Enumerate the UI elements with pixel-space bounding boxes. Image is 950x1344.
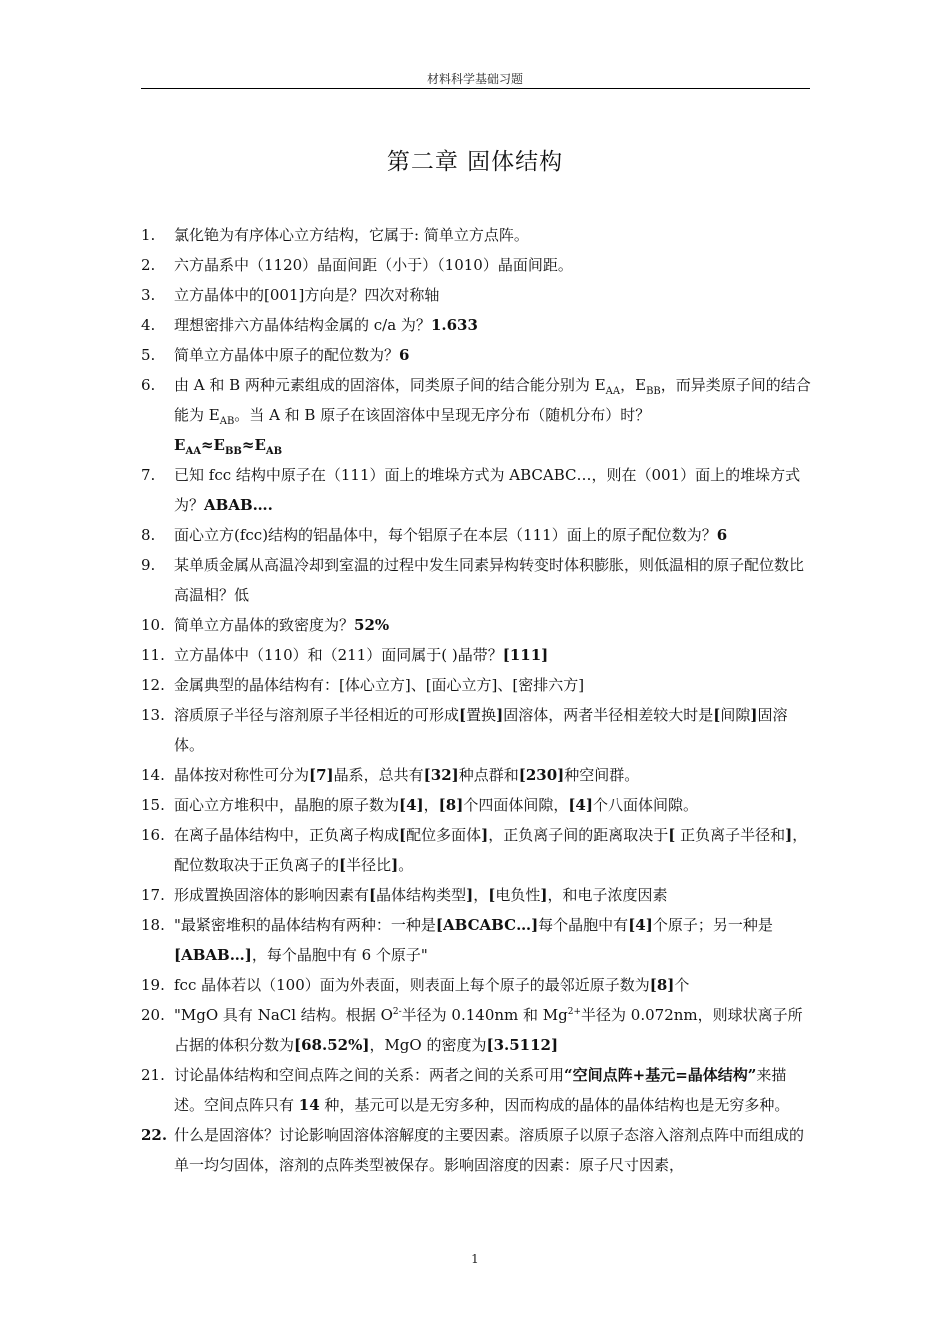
- question-number: 4.: [141, 316, 156, 334]
- question-text: 个原子；另一种是: [652, 916, 773, 934]
- question-item-1: [141, 220, 813, 250]
- question-text: 六方晶系中（1120）晶面间距（小于）（1010）晶面间距。: [174, 256, 573, 274]
- question-text: 某单质金属从高温冷却到室温的过程中发生同素异构转变时体积膨胀，则低温相的原子配位数比高温相？低: [174, 556, 805, 604]
- question-item-5: [141, 340, 813, 370]
- bracket: ]: [785, 826, 793, 844]
- question-text: "MgO 具有 NaCl 结构。根据 O: [174, 1006, 393, 1024]
- question-item-7: [141, 460, 813, 520]
- question-item-17: [141, 880, 813, 910]
- answer-text: [7]: [309, 766, 334, 784]
- question-text: 种空间群。: [564, 766, 640, 784]
- question-text: 金属典型的晶体结构有：[体心立方]、[面心立方]、[密排六方]: [174, 676, 585, 694]
- bracket: [: [668, 826, 676, 844]
- question-item-8: [141, 520, 813, 550]
- question-number: 18.: [141, 916, 165, 934]
- answer-text: [4]: [628, 916, 653, 934]
- question-text: "最紧密堆积的晶体结构有两种：一种是: [174, 916, 436, 934]
- question-item-15: [141, 790, 813, 820]
- bracket: [: [399, 826, 407, 844]
- answer-text: 正负离子半径和: [675, 826, 786, 844]
- answer-text: 52%: [354, 616, 390, 634]
- question-text: 固溶体。: [174, 706, 788, 754]
- question-item-3: [141, 280, 813, 310]
- question-item-14: [141, 760, 813, 790]
- question-text: ，: [423, 796, 439, 814]
- subscript: AB: [219, 416, 235, 427]
- question-text: 个四面体间隙，: [463, 796, 569, 814]
- question-item-11: [141, 640, 813, 670]
- question-text: 溶质原子半径与溶剂原子半径相近的可形成: [174, 706, 460, 724]
- question-text: 。当 A 和 B 原子在该固溶体中呈现无序分布（随机分布）时？: [234, 406, 651, 424]
- question-text: 面心立方(fcc)结构的铝晶体中，每个铝原子在本层（111）面上的原子配位数为？: [174, 526, 717, 544]
- question-text: 。: [398, 856, 414, 874]
- question-item-19: [141, 970, 813, 1000]
- chapter-title: 第二章 固体结构: [386, 149, 564, 175]
- question-text: 立方晶体中的[001]方向是？四次对称轴: [174, 286, 440, 304]
- question-item-16: [141, 820, 813, 880]
- bracket: ]: [750, 706, 758, 724]
- answer-text: [68.52%]: [294, 1036, 370, 1054]
- question-text: 讨论晶体结构和空间点阵之间的关系：两者之间的关系可用: [174, 1066, 565, 1084]
- question-text: 固溶体，两者半径相差较大时是: [503, 706, 714, 724]
- answer-text: [174, 436, 283, 457]
- question-text: ，E: [620, 376, 647, 394]
- answer-part: ≈E: [200, 436, 225, 454]
- answer-text: [4]: [399, 796, 424, 814]
- question-text: 晶系，总共有: [333, 766, 424, 784]
- question-number: 2.: [141, 256, 156, 274]
- question-text: 个八面体间隙。: [592, 796, 698, 814]
- bracket: ]: [540, 886, 548, 904]
- bracket: [: [488, 886, 496, 904]
- answer-text: [111]: [502, 646, 549, 664]
- answer-text: 晶体结构类型: [376, 886, 467, 904]
- answer-text: [230]: [518, 766, 565, 784]
- subscript: AA: [185, 446, 201, 457]
- question-text: ，MgO 的密度为: [369, 1036, 487, 1054]
- answer-text: 半径比: [346, 856, 392, 874]
- question-item-13: [141, 700, 813, 760]
- subscript: AA: [605, 386, 621, 397]
- question-text: 种，基元可以是无穷多种，因而构成的晶体的晶体结构也是无穷多种。: [319, 1096, 790, 1114]
- answer-text: 置换: [466, 706, 497, 724]
- bracket: ]: [391, 856, 399, 874]
- answer-text: 电负性: [495, 886, 541, 904]
- question-text: 晶体按对称性可分为: [174, 766, 310, 784]
- question-text: 理想密排六方晶体结构金属的 c/a 为？: [174, 316, 431, 334]
- answer-part: ≈E: [241, 436, 266, 454]
- answer-text: 14: [298, 1096, 320, 1114]
- question-text: 已知 fcc 结构中原子在（111）面上的堆垛方式为 ABCABC…，则在（001）面上的堆垛方式为？: [174, 466, 801, 514]
- question-number: 5.: [141, 346, 156, 364]
- bracket: ]: [481, 826, 489, 844]
- subscript: AB: [265, 446, 283, 457]
- question-number: 7.: [141, 466, 156, 484]
- superscript: 2+: [567, 1007, 582, 1017]
- question-number: 9.: [141, 556, 156, 574]
- question-item-4: [141, 310, 813, 340]
- question-item-6: [141, 370, 813, 460]
- question-text: 面心立方堆积中，晶胞的原子数为: [174, 796, 400, 814]
- question-item-9: [141, 550, 813, 610]
- question-text: 形成置换固溶体的影响因素有: [174, 886, 370, 904]
- question-text: fcc 晶体若以（100）面为外表面，则表面上每个原子的最邻近原子数为: [174, 976, 650, 994]
- question-item-20: [141, 1000, 813, 1060]
- answer-part: E: [174, 436, 186, 454]
- question-text: ，而异类原子间的结合能为 E: [174, 376, 811, 424]
- answer-text: [ABAB…]: [174, 946, 252, 964]
- answer-text: 间隙: [720, 706, 751, 724]
- answer-text: 6: [399, 346, 410, 364]
- bracket: [: [713, 706, 721, 724]
- question-number: 17.: [141, 886, 165, 904]
- question-number: 16.: [141, 826, 165, 844]
- question-text: 什么是固溶体？讨论影响固溶体溶解度的主要因素。溶质原子以原子态溶入溶剂点阵中而组成的单一均匀固体，溶剂的点阵类型被保存。影响固溶度的因素：原子尺寸因素，: [174, 1126, 805, 1174]
- question-number: 20.: [141, 1006, 165, 1024]
- question-item-22: [141, 1120, 813, 1180]
- question-number: 3.: [141, 286, 156, 304]
- bracket: [: [339, 856, 347, 874]
- question-text: 个: [674, 976, 690, 994]
- question-text: 氯化铯为有序体心立方结构，它属于: 简单立方点阵。: [174, 226, 529, 244]
- question-text: ，正负离子间的距离取决于: [488, 826, 669, 844]
- question-number: 12.: [141, 676, 165, 694]
- answer-text: “空间点阵+基元=晶体结构”: [564, 1066, 757, 1084]
- question-number: 6.: [141, 376, 156, 394]
- question-text: 半径为 0.140nm 和 Mg: [401, 1006, 568, 1024]
- bracket: [: [369, 886, 377, 904]
- question-text: 来描述。空间点阵只有: [174, 1066, 787, 1114]
- answer-text: [32]: [423, 766, 459, 784]
- answer-text: [4]: [568, 796, 593, 814]
- question-list: [141, 220, 813, 1180]
- header-rule: [141, 88, 810, 89]
- question-text: 由 A 和 B 两种元素组成的固溶体，同类原子间的结合能分别为 E: [174, 376, 606, 394]
- question-number: 14.: [141, 766, 165, 784]
- question-text: 在离子晶体结构中，正负离子构成: [174, 826, 400, 844]
- answer-text: [ABCABC…]: [435, 916, 539, 934]
- question-number: 19.: [141, 976, 165, 994]
- answer-text: [3.5112]: [486, 1036, 559, 1054]
- page-number: 1: [471, 1252, 479, 1266]
- question-text: 立方晶体中（110）和（211）面同属于( )晶带？: [174, 646, 503, 664]
- question-item-2: [141, 250, 813, 280]
- question-number: 8.: [141, 526, 156, 544]
- question-number: 15.: [141, 796, 165, 814]
- question-text: ，: [473, 886, 489, 904]
- question-text: ，每个晶胞中有 6 个原子": [251, 946, 428, 964]
- question-item-12: [141, 670, 813, 700]
- question-number: 13.: [141, 706, 165, 724]
- question-item-21: [141, 1060, 813, 1120]
- answer-text: 6: [716, 526, 728, 544]
- header-title: 材料科学基础习题: [426, 72, 523, 86]
- superscript: 2-: [392, 1007, 402, 1017]
- question-item-10: [141, 610, 813, 640]
- answer-text: [8]: [649, 976, 675, 994]
- question-text: ，和电子浓度因素: [547, 886, 668, 904]
- bracket: ]: [466, 886, 474, 904]
- question-number: 21.: [141, 1066, 165, 1084]
- question-item-18: [141, 910, 813, 970]
- question-number: 22.: [141, 1126, 168, 1144]
- subscript: BB: [224, 446, 242, 457]
- question-number: 11.: [141, 646, 165, 664]
- question-text: 简单立方晶体中原子的配位数为？: [174, 346, 400, 364]
- question-number: 1.: [141, 226, 156, 244]
- answer-text: [8]: [438, 796, 464, 814]
- question-text: 简单立方晶体的致密度为？: [174, 616, 355, 634]
- question-text: ，配位数取决于正负离子的: [174, 826, 808, 874]
- bracket: ]: [496, 706, 504, 724]
- question-number: 10.: [141, 616, 165, 634]
- bracket: [: [459, 706, 467, 724]
- question-text: 半径为 0.072nm，则球状离子所占据的体积分数为: [174, 1006, 803, 1054]
- subscript: BB: [646, 386, 661, 397]
- question-text: 每个晶胞中有: [538, 916, 629, 934]
- answer-text: 1.633: [430, 316, 478, 334]
- answer-text: 配位多面体: [406, 826, 482, 844]
- answer-text: ABAB….: [204, 496, 273, 514]
- question-text: 种点群和: [458, 766, 519, 784]
